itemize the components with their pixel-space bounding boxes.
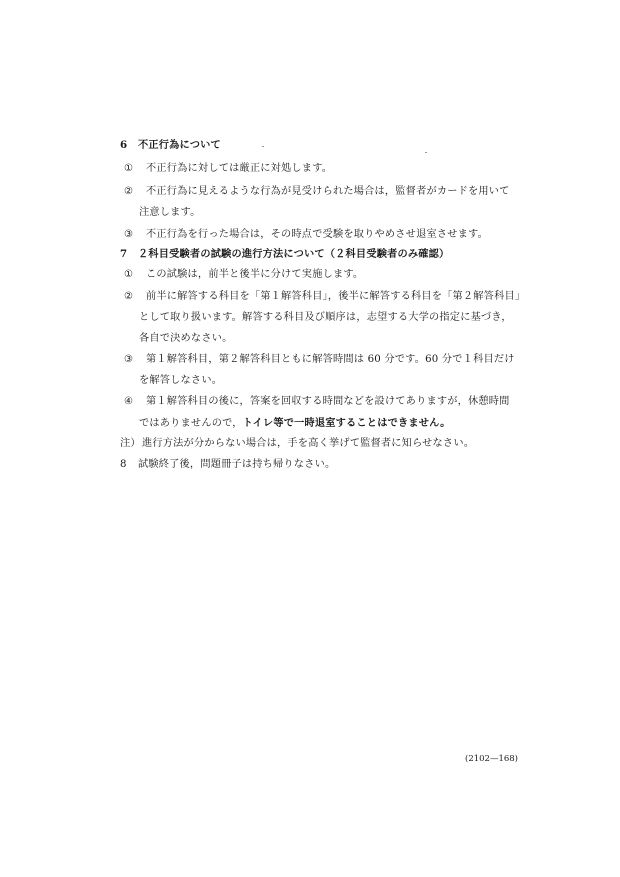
section-7-item-4 — [124, 395, 510, 409]
item-marker: ④ — [124, 396, 134, 407]
section-7-item-4-continuation — [139, 416, 451, 431]
warning-text: トイレ等で一時退室することはできません。 — [242, 417, 451, 429]
item-marker: ① — [124, 163, 134, 174]
section-7-item-3-continuation: を解答しなさい。 — [139, 375, 223, 386]
section-8-number: 8 — [120, 459, 127, 470]
section-7-item-1 — [124, 268, 363, 282]
note-text: 進行方法が分からない場合は，手を高く挙げて監督者に知らせなさい。 — [142, 438, 475, 449]
section-6-item-2 — [124, 185, 510, 199]
item-text: 前半に解答する科目を「第１解答科目」，後半に解答する科目を「第２解答科目」 — [146, 291, 526, 302]
section-7-item-2-continuation-1: として取り扱います。解答する科目及び順序は，志望する大学の指定に基づき， — [139, 312, 512, 323]
scan-speck — [262, 146, 264, 147]
item-text: 第１解答科目の後に，答案を回収する時間などを設けてありますが，休憩時間 — [146, 396, 510, 407]
item-text: 不正行為に見えるような行為が見受けられた場合は，監督者がカードを用いて — [146, 186, 510, 197]
section-7-item-2-continuation-2: 各自で決めなさい。 — [139, 333, 233, 344]
section-6-item-1 — [124, 162, 332, 176]
section-7-item-3 — [124, 353, 515, 367]
section-8 — [120, 458, 335, 472]
page-code: (2102—168) — [465, 754, 518, 764]
section-7-number: 7 — [120, 248, 128, 260]
section-7-heading — [120, 247, 449, 261]
item-marker: ② — [124, 186, 134, 197]
item-text: 第１解答科目，第２解答科目ともに解答時間は 60 分です。60 分で１科目だけ — [146, 354, 515, 365]
section-7-title: ２科目受験者の試験の進行方法について（２科目受験者のみ確認） — [138, 248, 450, 260]
item-text: この試験は，前半と後半に分けて実施します。 — [146, 269, 364, 280]
section-6-number: 6 — [120, 139, 128, 151]
section-7-item-2 — [124, 290, 525, 304]
section-6-title: 不正行為について — [138, 139, 221, 151]
item-marker: ③ — [124, 229, 134, 240]
section-8-text: 試験終了後，問題冊子は持ち帰りなさい。 — [138, 459, 336, 470]
section-6-item-2-continuation: 注意します。 — [139, 207, 201, 218]
note-marker: 注） — [120, 438, 141, 449]
section-6-item-3 — [124, 228, 488, 242]
continuation-text: ではありませんので， — [139, 418, 243, 429]
item-marker: ③ — [124, 354, 134, 365]
item-text: 不正行為に対しては厳正に対処します。 — [146, 163, 333, 174]
scan-speck — [425, 152, 427, 153]
section-7-note — [120, 437, 474, 451]
item-marker: ② — [124, 291, 134, 302]
item-marker: ① — [124, 269, 134, 280]
item-text: 不正行為を行った場合は，その時点で受験を取りやめさせ退室させます。 — [146, 229, 488, 240]
section-6-heading — [120, 138, 221, 152]
